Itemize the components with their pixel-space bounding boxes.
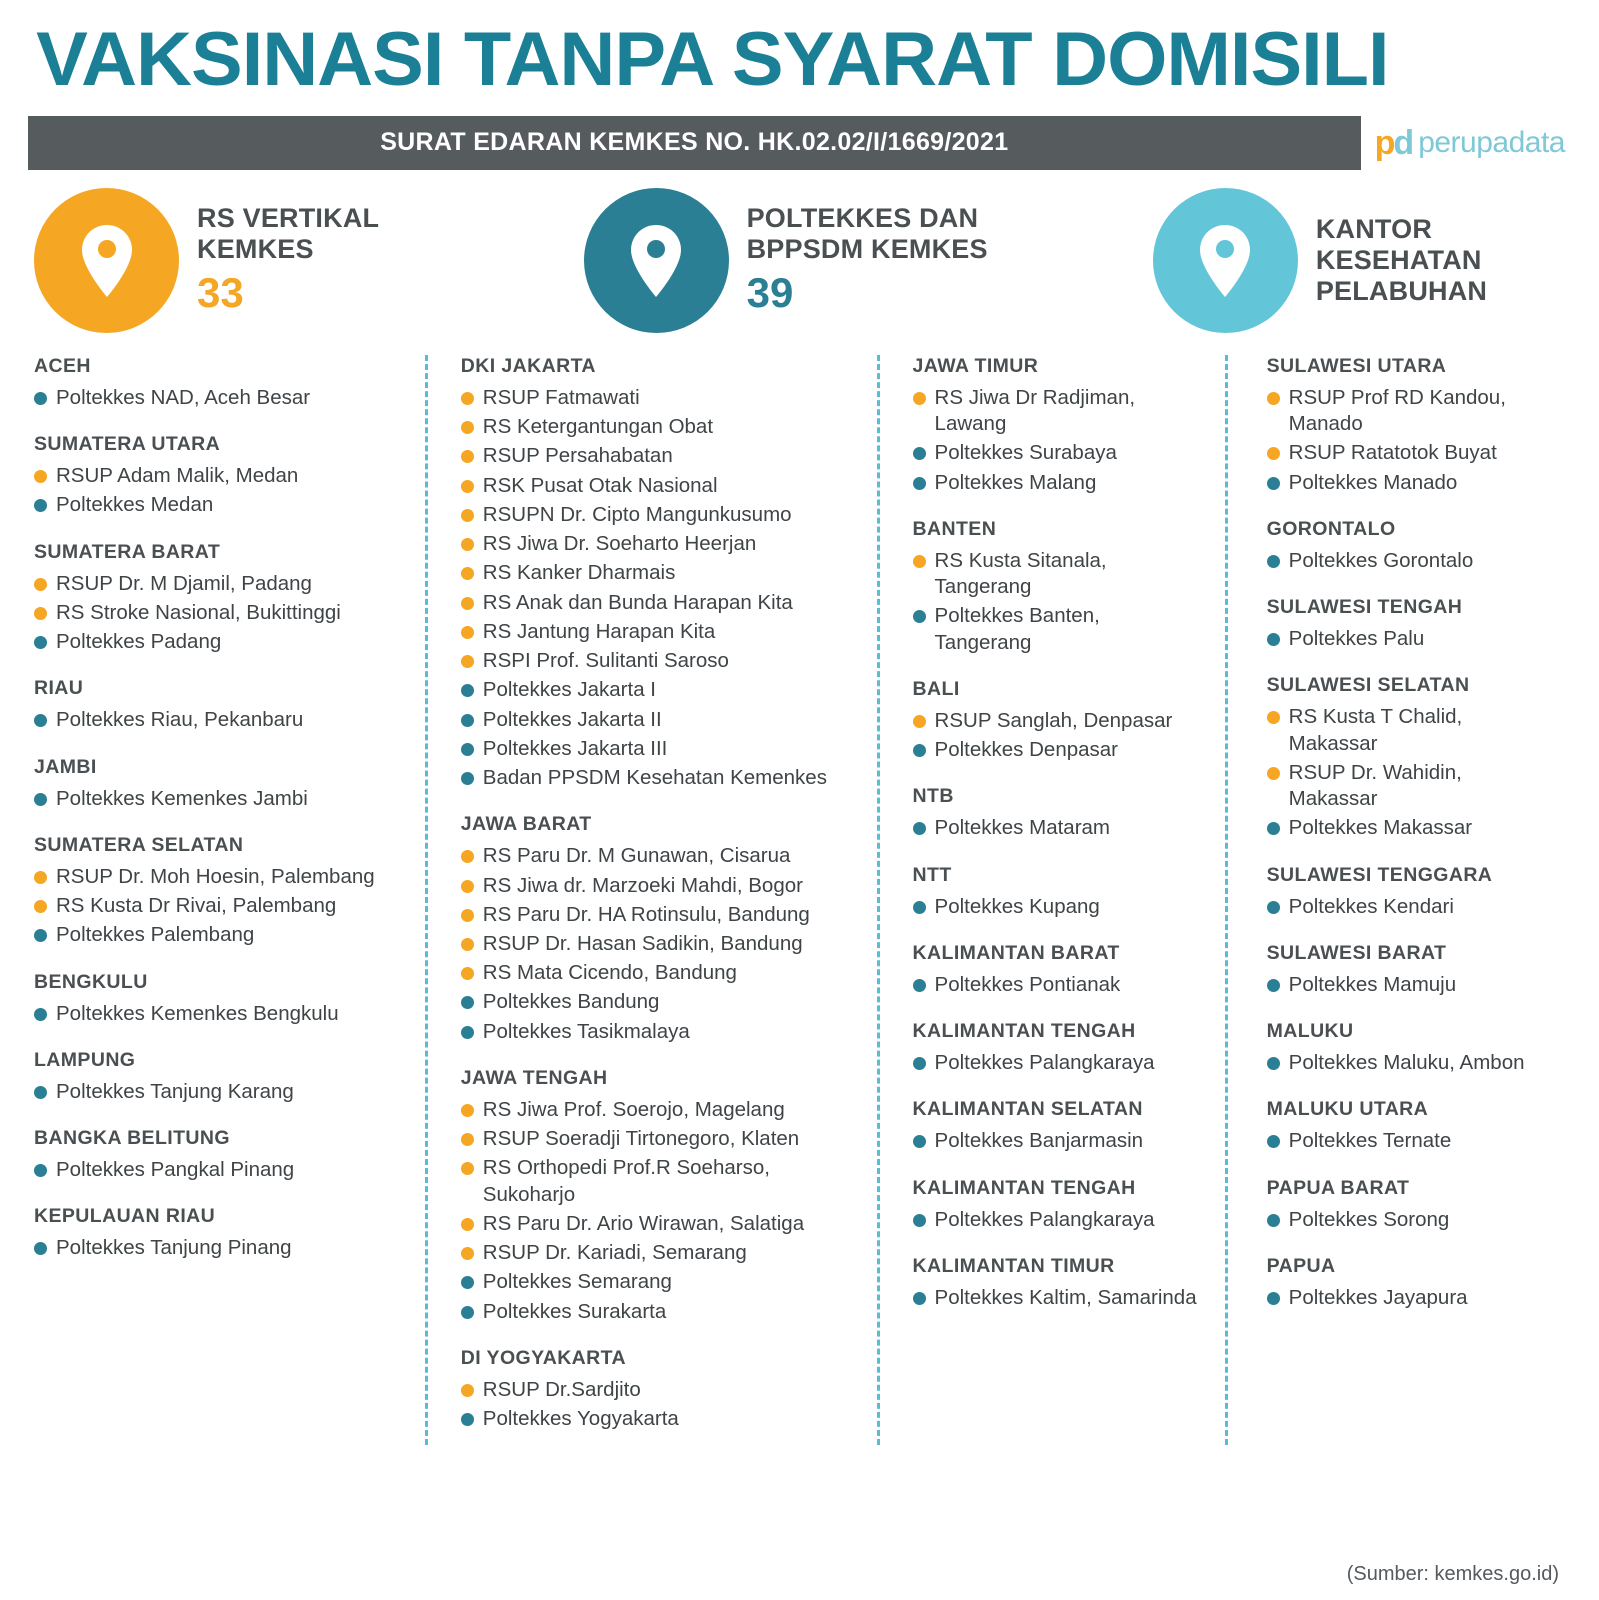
poltekkes-marker-icon xyxy=(34,392,47,405)
list-item-label: RS Jiwa Dr. Soeharto Heerjan xyxy=(482,532,757,556)
list-item xyxy=(461,873,849,899)
list-item-label: RSUP Sanglah, Denpasar xyxy=(934,708,1173,732)
rs-marker-icon xyxy=(461,909,474,922)
list-item-label: Poltekkes Padang xyxy=(56,630,222,654)
poltekkes-marker-icon xyxy=(461,1306,474,1319)
list-item-label: RS Kusta Dr Rivai, Palembang xyxy=(56,894,337,918)
page-title: VAKSINASI TANPA SYARAT DOMISILI xyxy=(36,17,1389,102)
list-item xyxy=(461,560,849,586)
poltekkes-marker-icon xyxy=(34,793,47,806)
list-item xyxy=(461,931,849,957)
poltekkes-marker-icon xyxy=(1267,901,1280,914)
list-item-label: RSUP Dr. Wahidin, Makassar xyxy=(1288,760,1462,811)
list-item-label: Poltekkes Riau, Pekanbaru xyxy=(56,708,304,732)
legend-label-line1: POLTEKKES DAN xyxy=(746,203,979,234)
legend-label-line2: KESEHATAN xyxy=(1315,244,1482,275)
rs-marker-icon xyxy=(461,392,474,405)
list-item-label: Poltekkes Sorong xyxy=(1288,1207,1450,1231)
list-item xyxy=(461,1406,849,1432)
legend-rs-vertikal xyxy=(34,188,584,333)
rs-marker-icon xyxy=(1267,392,1280,405)
list-item xyxy=(913,737,1197,763)
rs-marker-icon xyxy=(34,871,47,884)
list-item-label: RS Paru Dr. M Gunawan, Cisarua xyxy=(482,844,791,868)
list-item xyxy=(913,1050,1197,1076)
rs-marker-icon xyxy=(913,715,926,728)
poltekkes-marker-icon xyxy=(1267,477,1280,490)
list-item xyxy=(461,619,849,645)
province-heading: PAPUA BARAT xyxy=(1266,1176,1410,1199)
province-heading: DI YOGYAKARTA xyxy=(460,1346,626,1369)
list-item xyxy=(461,385,849,411)
list-item xyxy=(1267,385,1545,437)
province-heading: JAWA TENGAH xyxy=(460,1066,608,1089)
poltekkes-marker-icon xyxy=(461,684,474,697)
list-item xyxy=(461,677,849,703)
province-heading: SULAWESI BARAT xyxy=(1266,941,1447,964)
list-item-label: Badan PPSDM Kesehatan Kemenkes xyxy=(482,766,827,790)
list-item xyxy=(461,1019,849,1045)
province-heading: KALIMANTAN BARAT xyxy=(912,941,1120,964)
list-item-label: RS Ketergantungan Obat xyxy=(482,415,714,439)
list-item xyxy=(34,463,397,489)
province-heading: JAMBI xyxy=(34,755,97,778)
list-item-label: RSUP Prof RD Kandou, Manado xyxy=(1288,386,1506,436)
source-note: (Sumber: kemkes.go.id) xyxy=(1346,1563,1559,1585)
province-heading: DKI JAKARTA xyxy=(460,355,596,377)
list-item xyxy=(1267,704,1545,756)
legend-circle-orange xyxy=(34,188,179,333)
list-item xyxy=(1267,760,1545,812)
poltekkes-marker-icon xyxy=(913,447,926,460)
legend-label-line1: RS VERTIKAL xyxy=(197,203,380,234)
rs-marker-icon xyxy=(461,1384,474,1397)
province-heading: PAPUA xyxy=(1266,1254,1336,1277)
list-item xyxy=(461,765,849,791)
rs-marker-icon xyxy=(461,509,474,522)
list-item xyxy=(461,1126,849,1152)
list-item xyxy=(34,629,397,655)
poltekkes-marker-icon xyxy=(34,714,47,727)
list-item-label: RS Jiwa Prof. Soerojo, Magelang xyxy=(482,1097,785,1121)
rs-marker-icon xyxy=(34,900,47,913)
legend-count-poltekkes: 39 xyxy=(746,269,794,317)
province-heading: ACEH xyxy=(34,355,91,377)
list-item xyxy=(913,603,1197,655)
list-item xyxy=(461,1269,849,1295)
poltekkes-marker-icon xyxy=(461,1276,474,1289)
province-heading: SULAWESI UTARA xyxy=(1266,355,1447,377)
list-item-label: Poltekkes Kemenkes Bengkulu xyxy=(56,1001,339,1025)
province-heading: NTB xyxy=(912,785,954,808)
list-item-label: RS Paru Dr. Ario Wirawan, Salatiga xyxy=(482,1211,805,1235)
list-item-label: RSUP Dr. Kariadi, Semarang xyxy=(482,1241,747,1265)
rs-marker-icon xyxy=(461,1162,474,1175)
list-item xyxy=(461,414,849,440)
rs-marker-icon xyxy=(461,880,474,893)
province-heading: BENGKULU xyxy=(34,970,148,993)
poltekkes-marker-icon xyxy=(34,636,47,649)
rs-marker-icon xyxy=(34,470,47,483)
list-item xyxy=(1267,1207,1545,1233)
list-item-label: RSUP Adam Malik, Medan xyxy=(56,464,299,488)
province-heading: KALIMANTAN TENGAH xyxy=(912,1176,1136,1199)
province-heading: SULAWESI SELATAN xyxy=(1266,674,1470,697)
list-item-label: Poltekkes Jakarta I xyxy=(482,678,656,702)
province-heading: KALIMANTAN TENGAH xyxy=(912,1020,1136,1043)
province-heading: JAWA BARAT xyxy=(460,813,592,836)
subtitle-row xyxy=(28,116,1571,170)
list-item xyxy=(461,1377,849,1403)
poltekkes-marker-icon xyxy=(461,1026,474,1039)
list-item-label: Poltekkes Jakarta II xyxy=(482,707,662,731)
poltekkes-marker-icon xyxy=(913,822,926,835)
poltekkes-marker-icon xyxy=(34,1164,47,1177)
list-item-label: RSPI Prof. Sulitanti Saroso xyxy=(482,649,729,673)
list-item xyxy=(461,590,849,616)
brand-mark: pd xyxy=(1374,124,1413,162)
list-item xyxy=(913,385,1197,437)
province-heading: KALIMANTAN TIMUR xyxy=(912,1254,1115,1277)
list-item xyxy=(461,843,849,869)
list-item xyxy=(461,648,849,674)
list-item-label: RSK Pusat Otak Nasional xyxy=(482,473,718,497)
list-item xyxy=(913,815,1197,841)
rs-marker-icon xyxy=(34,607,47,620)
list-item-label: RS Orthopedi Prof.R Soeharso, Sukoharjo xyxy=(482,1156,770,1206)
legend-kkp xyxy=(1153,188,1565,333)
map-pin-icon xyxy=(628,223,684,299)
poltekkes-marker-icon xyxy=(1267,1135,1280,1148)
legend-text-poltekkes xyxy=(747,203,988,317)
province-heading: SUMATERA BARAT xyxy=(34,540,221,563)
list-item xyxy=(461,1299,849,1325)
list-item xyxy=(913,708,1197,734)
list-item xyxy=(913,1207,1197,1233)
poltekkes-marker-icon xyxy=(913,901,926,914)
rs-marker-icon xyxy=(461,567,474,580)
province-heading: KALIMANTAN SELATAN xyxy=(912,1098,1143,1121)
list-item-label: Poltekkes Palangkaraya xyxy=(934,1207,1155,1231)
list-item-label: Poltekkes Ternate xyxy=(1288,1129,1452,1153)
list-item-label: Poltekkes Yogyakarta xyxy=(482,1407,679,1431)
list-item-label: RS Jiwa Dr Radjiman, Lawang xyxy=(934,386,1136,436)
legend-count-rs-vertikal: 33 xyxy=(197,269,244,317)
province-column-1 xyxy=(34,355,417,1445)
list-item xyxy=(34,707,397,733)
province-heading: SUMATERA SELATAN xyxy=(34,833,244,856)
list-item-label: Poltekkes Kupang xyxy=(934,894,1100,918)
list-item-label: RSUP Fatmawati xyxy=(482,386,640,409)
list-item-label: RS Anak dan Bunda Harapan Kita xyxy=(482,590,793,614)
province-heading: NTT xyxy=(912,863,952,886)
list-item-label: Poltekkes Surakarta xyxy=(482,1299,667,1323)
list-item-label: Poltekkes Tasikmalaya xyxy=(482,1019,690,1043)
list-item-label: Poltekkes Palu xyxy=(1288,627,1425,651)
list-item-label: Poltekkes Tanjung Karang xyxy=(56,1079,294,1103)
legend-label-line1: KANTOR xyxy=(1315,213,1433,244)
list-item-label: Poltekkes Jayapura xyxy=(1288,1285,1468,1309)
poltekkes-marker-icon xyxy=(1267,1057,1280,1070)
list-item xyxy=(34,385,397,411)
list-item xyxy=(461,502,849,528)
list-item-label: Poltekkes Maluku, Ambon xyxy=(1288,1051,1525,1075)
list-item xyxy=(461,1211,849,1237)
list-item-label: Poltekkes Kaltim, Samarinda xyxy=(934,1285,1197,1309)
list-item-label: Poltekkes Makassar xyxy=(1288,816,1473,840)
poltekkes-marker-icon xyxy=(913,1135,926,1148)
list-item-label: Poltekkes Palangkaraya xyxy=(934,1051,1155,1075)
list-item xyxy=(1267,815,1545,841)
list-item-label: RS Kanker Dharmais xyxy=(482,561,676,585)
list-item xyxy=(1267,1128,1545,1154)
brand-text: perupadata xyxy=(1418,126,1565,159)
list-item xyxy=(461,1240,849,1266)
rs-marker-icon xyxy=(461,626,474,639)
map-pin-icon xyxy=(79,223,135,299)
province-column-2 xyxy=(417,355,869,1445)
list-item xyxy=(1267,972,1545,998)
rs-marker-icon xyxy=(461,1247,474,1260)
list-item-label: Poltekkes Gorontalo xyxy=(1288,548,1474,572)
list-item xyxy=(913,548,1197,600)
province-heading: BANTEN xyxy=(912,517,997,540)
rs-marker-icon xyxy=(1267,767,1280,780)
poltekkes-marker-icon xyxy=(913,610,926,623)
list-item-label: Poltekkes Mamuju xyxy=(1288,972,1457,996)
poltekkes-marker-icon xyxy=(34,1242,47,1255)
province-heading: MALUKU xyxy=(1266,1020,1354,1043)
poltekkes-marker-icon xyxy=(913,1214,926,1227)
list-item xyxy=(913,470,1197,496)
legend-label-line2: KEMKES xyxy=(197,234,314,265)
list-item-label: Poltekkes Malang xyxy=(934,470,1097,494)
legend-label-line3: PELABUHAN xyxy=(1315,276,1488,307)
list-item xyxy=(1267,1050,1545,1076)
brand-logo xyxy=(1375,126,1571,160)
poltekkes-marker-icon xyxy=(1267,1292,1280,1305)
poltekkes-marker-icon xyxy=(1267,822,1280,835)
legend-text-kkp xyxy=(1316,214,1487,307)
rs-marker-icon xyxy=(1267,711,1280,724)
poltekkes-marker-icon xyxy=(1267,1214,1280,1227)
rs-marker-icon xyxy=(461,850,474,863)
list-item xyxy=(461,443,849,469)
list-item xyxy=(34,922,397,948)
list-item xyxy=(1267,440,1545,466)
poltekkes-marker-icon xyxy=(461,996,474,1009)
list-item xyxy=(34,492,397,518)
list-item-label: RSUPN Dr. Cipto Mangunkusumo xyxy=(482,502,792,526)
list-item xyxy=(461,1155,849,1207)
subtitle-bar: SURAT EDARAN KEMKES NO. HK.02.02/I/1669/2021 xyxy=(28,116,1361,170)
rs-marker-icon xyxy=(461,480,474,493)
list-item xyxy=(34,893,397,919)
list-item-label: RSUP Dr. M Djamil, Padang xyxy=(56,571,312,595)
list-item-label: Poltekkes Palembang xyxy=(56,923,255,947)
poltekkes-marker-icon xyxy=(1267,633,1280,646)
province-columns xyxy=(28,355,1571,1445)
list-item xyxy=(913,894,1197,920)
rs-marker-icon xyxy=(461,538,474,551)
list-item-label: Poltekkes Kemenkes Jambi xyxy=(56,786,308,810)
legend-label-line2: BPPSDM KEMKES xyxy=(746,234,988,265)
province-heading: SULAWESI TENGAH xyxy=(1266,596,1463,619)
poltekkes-marker-icon xyxy=(913,1292,926,1305)
list-item-label: Poltekkes Mataram xyxy=(934,816,1110,840)
list-item-label: Poltekkes Banjarmasin xyxy=(934,1129,1144,1153)
list-item-label: Poltekkes Kendari xyxy=(1288,894,1454,918)
poltekkes-marker-icon xyxy=(913,744,926,757)
list-item-label: Poltekkes NAD, Aceh Besar xyxy=(56,386,311,409)
list-item-label: RSUP Dr. Hasan Sadikin, Bandung xyxy=(482,931,803,955)
list-item-label: RS Jiwa dr. Marzoeki Mahdi, Bogor xyxy=(482,873,803,897)
list-item-label: Poltekkes Pontianak xyxy=(934,972,1121,996)
rs-marker-icon xyxy=(913,555,926,568)
list-item-label: Poltekkes Manado xyxy=(1288,470,1458,494)
list-item-label: RS Kusta T Chalid, Makassar xyxy=(1288,705,1463,755)
province-heading: KEPULAUAN RIAU xyxy=(34,1205,216,1228)
province-heading: JAWA TIMUR xyxy=(912,355,1039,377)
list-item-label: Poltekkes Denpasar xyxy=(934,738,1119,762)
province-heading: BANGKA BELITUNG xyxy=(34,1127,230,1150)
list-item-label: RS Jantung Harapan Kita xyxy=(482,619,716,643)
rs-marker-icon xyxy=(461,655,474,668)
poltekkes-marker-icon xyxy=(913,979,926,992)
list-item-label: Poltekkes Jakarta III xyxy=(482,736,668,760)
rs-marker-icon xyxy=(461,1104,474,1117)
list-item xyxy=(913,972,1197,998)
list-item xyxy=(34,864,397,890)
list-item xyxy=(461,1097,849,1123)
rs-marker-icon xyxy=(34,578,47,591)
rs-marker-icon xyxy=(461,1133,474,1146)
list-item-label: RS Stroke Nasional, Bukittinggi xyxy=(56,600,341,624)
list-item xyxy=(913,1285,1197,1311)
poltekkes-marker-icon xyxy=(461,772,474,785)
map-pin-icon xyxy=(1197,223,1253,299)
legend-circle-light-teal xyxy=(1153,188,1298,333)
poltekkes-marker-icon xyxy=(913,1057,926,1070)
rs-marker-icon xyxy=(461,597,474,610)
list-item-label: RSUP Dr. Moh Hoesin, Palembang xyxy=(56,864,375,888)
list-item xyxy=(34,600,397,626)
rs-marker-icon xyxy=(461,1218,474,1231)
legend-poltekkes xyxy=(584,188,1153,333)
province-column-4 xyxy=(1217,355,1565,1445)
list-item xyxy=(34,786,397,812)
poltekkes-marker-icon xyxy=(461,714,474,727)
rs-marker-icon xyxy=(461,967,474,980)
list-item xyxy=(1267,894,1545,920)
province-heading: SULAWESI TENGGARA xyxy=(1266,863,1493,886)
rs-marker-icon xyxy=(461,421,474,434)
poltekkes-marker-icon xyxy=(34,1086,47,1099)
poltekkes-marker-icon xyxy=(34,1008,47,1021)
rs-marker-icon xyxy=(913,392,926,405)
list-item-label: Poltekkes Pangkal Pinang xyxy=(56,1158,295,1182)
list-item-label: Poltekkes Banten, Tangerang xyxy=(934,604,1100,654)
list-item xyxy=(913,1128,1197,1154)
list-item xyxy=(461,473,849,499)
list-item-label: RSUP Persahabatan xyxy=(482,444,673,468)
list-item xyxy=(461,736,849,762)
list-item xyxy=(34,1157,397,1183)
poltekkes-marker-icon xyxy=(913,477,926,490)
list-item xyxy=(461,989,849,1015)
list-item xyxy=(1267,626,1545,652)
province-heading: BALI xyxy=(912,677,960,700)
list-item xyxy=(34,1235,397,1261)
list-item xyxy=(461,902,849,928)
poltekkes-marker-icon xyxy=(1267,979,1280,992)
list-item-label: Poltekkes Tanjung Pinang xyxy=(56,1236,292,1260)
rs-marker-icon xyxy=(1267,447,1280,460)
list-item xyxy=(461,707,849,733)
poltekkes-marker-icon xyxy=(1267,555,1280,568)
province-column-3 xyxy=(869,355,1217,1445)
list-item-label: Poltekkes Semarang xyxy=(482,1270,672,1294)
list-item-label: RS Mata Cicendo, Bandung xyxy=(482,961,737,985)
poltekkes-marker-icon xyxy=(461,1413,474,1426)
list-item xyxy=(461,960,849,986)
legend-text-rs-vertikal xyxy=(197,203,379,317)
list-item xyxy=(1267,548,1545,574)
list-item-label: RSUP Soeradji Tirtonegoro, Klaten xyxy=(482,1127,800,1151)
list-item-label: RSUP Dr.Sardjito xyxy=(482,1377,641,1401)
list-item-label: Poltekkes Medan xyxy=(56,493,214,517)
province-heading: RIAU xyxy=(34,677,84,700)
poltekkes-marker-icon xyxy=(34,929,47,942)
province-heading: GORONTALO xyxy=(1266,517,1396,540)
poltekkes-marker-icon xyxy=(461,743,474,756)
list-item xyxy=(1267,470,1545,496)
legend-row xyxy=(28,188,1571,333)
list-item xyxy=(34,1079,397,1105)
rs-marker-icon xyxy=(461,938,474,951)
poltekkes-marker-icon xyxy=(34,499,47,512)
list-item xyxy=(34,1001,397,1027)
list-item xyxy=(913,440,1197,466)
list-item-label: Poltekkes Surabaya xyxy=(934,441,1117,465)
list-item-label: RSUP Ratatotok Buyat xyxy=(1288,441,1497,465)
list-item-label: RS Kusta Sitanala, Tangerang xyxy=(934,548,1107,599)
legend-circle-teal xyxy=(584,188,729,333)
list-item-label: RS Paru Dr. HA Rotinsulu, Bandung xyxy=(482,902,810,926)
list-item xyxy=(461,531,849,557)
province-heading: LAMPUNG xyxy=(34,1048,136,1071)
rs-marker-icon xyxy=(461,450,474,463)
list-item xyxy=(34,571,397,597)
list-item xyxy=(1267,1285,1545,1311)
province-heading: MALUKU UTARA xyxy=(1266,1098,1429,1121)
province-heading: SUMATERA UTARA xyxy=(34,433,221,456)
list-item-label: Poltekkes Bandung xyxy=(482,990,660,1014)
